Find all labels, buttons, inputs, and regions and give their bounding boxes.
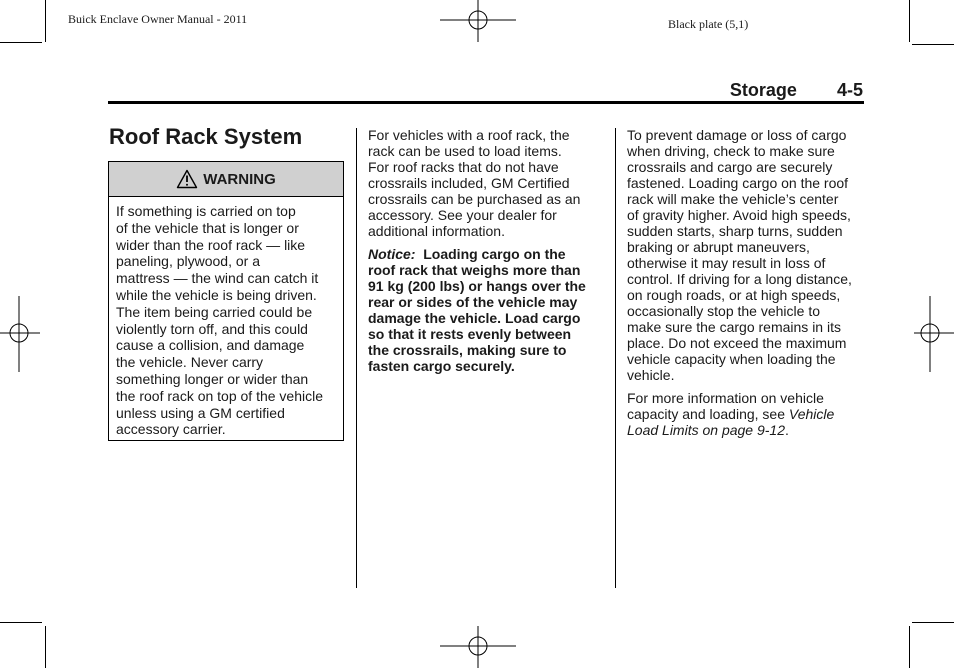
- text-line: additional information.: [368, 223, 505, 239]
- text-fragment: .: [785, 422, 789, 438]
- warning-line: If something is carried on top: [116, 203, 296, 219]
- more-information-paragraph: [627, 390, 867, 438]
- text-line: accessory. See your dealer for: [368, 207, 557, 223]
- text-line: the crossrails, making sure to: [368, 342, 567, 358]
- crop-mark: [45, 626, 46, 668]
- warning-line: something longer or wider than: [116, 370, 309, 387]
- warning-line: paneling, plywood, or a: [116, 253, 260, 270]
- text-line: rack will make the vehicle’s center: [627, 191, 839, 207]
- running-header: [730, 80, 863, 101]
- warning-header: [109, 162, 343, 197]
- text-line: [627, 406, 867, 422]
- text-line: For more information on vehicle: [627, 390, 824, 406]
- text-line: rear or sides of the vehicle may: [368, 294, 578, 310]
- registration-mark-left: [0, 296, 40, 372]
- registration-mark-right: [914, 296, 954, 372]
- text-line: sudden starts, sharp turns, sudden: [627, 223, 843, 239]
- cargo-safety-paragraph: [627, 127, 867, 383]
- text-line: To prevent damage or loss of cargo: [627, 127, 847, 143]
- text-line: make sure the cargo remains in its: [627, 319, 841, 335]
- text-line: so that it rests evenly between: [368, 326, 572, 342]
- exclamation-triangle-icon: [176, 169, 198, 189]
- crop-mark: [909, 0, 910, 42]
- print-header-right: Black plate (5,1): [668, 17, 749, 31]
- crop-mark: [909, 626, 910, 668]
- warning-line: the roof rack on top of the vehicle: [116, 387, 324, 404]
- warning-label: WARNING: [203, 170, 276, 188]
- warning-line: mattress — the wind can catch it: [116, 270, 319, 287]
- text-line: vehicle.: [627, 367, 675, 383]
- text-line: on rough roads, or at high speeds,: [627, 287, 841, 303]
- text-line: 91 kg (200 lbs) or hangs over the: [368, 278, 586, 294]
- text-line: braking or abrupt maneuvers,: [627, 239, 810, 255]
- warning-text: [109, 197, 343, 438]
- text-line: of gravity higher. Avoid high speeds,: [627, 207, 851, 223]
- text-line: roof rack that weighs more than: [368, 262, 581, 278]
- text-line: crossrails included, GM Certified: [368, 175, 570, 191]
- running-header-page: 4-5: [836, 80, 863, 100]
- text-line: damage the vehicle. Load cargo: [368, 310, 581, 326]
- text-line: control. If driving for a long distance,: [627, 271, 852, 287]
- running-header-section: Storage: [729, 80, 797, 100]
- warning-line: the vehicle. Never carry: [116, 354, 264, 371]
- header-rule: [108, 101, 864, 104]
- warning-line: violently torn off, and this could: [116, 320, 308, 337]
- text-line: fastened. Loading cargo on the roof: [627, 175, 849, 191]
- crop-mark: [912, 44, 954, 45]
- print-header-left: Buick Enclave Owner Manual - 2011: [68, 12, 248, 26]
- warning-line: of the vehicle that is longer or: [116, 219, 299, 236]
- warning-line: wider than the roof rack — like: [116, 236, 306, 253]
- warning-line: accessory carrier.: [116, 421, 226, 438]
- text-line: [368, 246, 608, 262]
- crop-mark: [912, 622, 954, 623]
- text-line: crossrails and cargo are securely: [627, 159, 833, 175]
- warning-line: The item being carried could be: [116, 303, 313, 320]
- vehicle-load-limits-link[interactable]: Load Limits on page 9-12: [627, 422, 785, 438]
- text-line: otherwise it may result in loss of: [627, 255, 826, 271]
- text-line: when driving, check to make sure: [627, 143, 835, 159]
- column-2: [368, 127, 608, 381]
- text-line: occasionally stop the vehicle to: [627, 303, 820, 319]
- notice-paragraph: [368, 246, 608, 374]
- roof-rack-intro-paragraph: [368, 127, 608, 239]
- warning-box: [108, 161, 344, 441]
- crop-mark: [0, 42, 42, 43]
- section-title: Roof Rack System: [109, 124, 303, 149]
- column-3: [627, 127, 867, 445]
- warning-line: cause a collision, and damage: [116, 337, 305, 354]
- text-line: For vehicles with a roof rack, the: [368, 127, 570, 143]
- warning-line: while the vehicle is being driven.: [116, 286, 317, 303]
- text-line: vehicle capacity when loading the: [627, 351, 836, 367]
- text-line: rack can be used to load items.: [368, 143, 562, 159]
- text-line: fasten cargo securely.: [368, 358, 515, 374]
- registration-mark-bottom: [440, 626, 516, 668]
- registration-mark-top: [440, 0, 516, 44]
- notice-label: Notice:: [368, 246, 416, 262]
- vehicle-load-limits-link[interactable]: Vehicle: [788, 406, 835, 422]
- crop-mark: [0, 622, 42, 623]
- warning-line: unless using a GM certified: [116, 404, 285, 421]
- text-line: [627, 422, 867, 438]
- crop-mark: [45, 0, 46, 42]
- text-line: crossrails can be purchased as an: [368, 191, 581, 207]
- text-fragment: capacity and loading, see: [627, 406, 789, 422]
- column-divider: [615, 128, 616, 588]
- text-line: place. Do not exceed the maximum: [627, 335, 847, 351]
- notice-first-line: Loading cargo on the: [423, 246, 566, 262]
- column-divider: [356, 128, 357, 588]
- text-line: For roof racks that do not have: [368, 159, 559, 175]
